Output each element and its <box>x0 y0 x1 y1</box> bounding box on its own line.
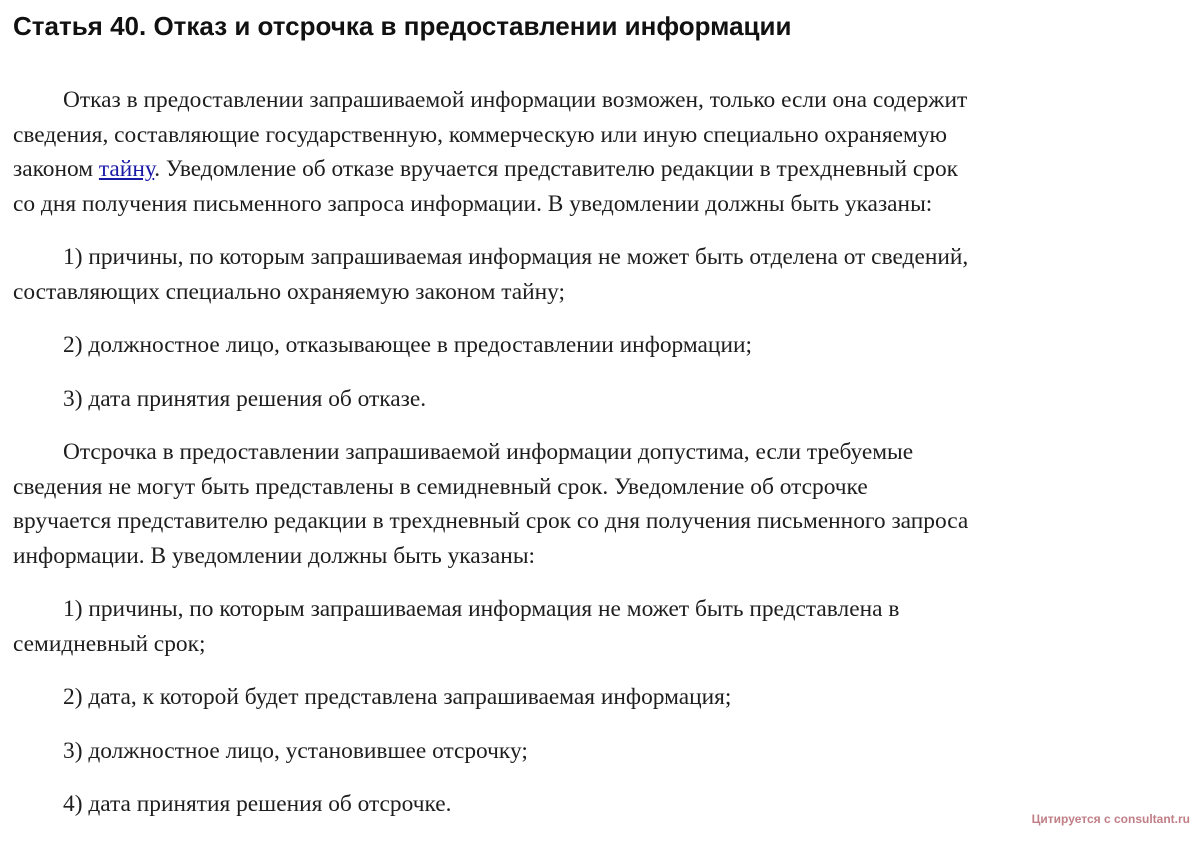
refusal-item-3 <box>13 382 1193 417</box>
article-body <box>13 83 1193 841</box>
text-line: 4) дата принятия решения об отсрочке. <box>63 791 452 817</box>
text-line: семидневный срок; <box>13 630 206 657</box>
text-line: сведения, составляющие государственную, коммерческую или иную специально охраняемую <box>13 121 947 148</box>
text-line: информации. В уведомлении должны быть указаны: <box>13 542 536 569</box>
article-title: Статья 40. Отказ и отсрочка в предоставлении информации <box>13 11 792 41</box>
text-line: со дня получения письменного запроса информации. В уведомлении должны быть указаны: <box>13 190 933 217</box>
text-line: 1) причины, по которым запрашиваемая информация не может быть отделена от сведений, <box>63 244 969 270</box>
text-line <box>13 152 1193 187</box>
text-line: 3) дата принятия решения об отказе. <box>63 385 427 412</box>
deferral-item-3 <box>13 734 1193 769</box>
deferral-item-2 <box>13 680 1193 715</box>
deferral-paragraph <box>13 435 1193 573</box>
secret-link[interactable]: тайну <box>98 156 155 182</box>
source-watermark: Цитируется с consultant.ru <box>1031 812 1190 826</box>
text-line: 2) должностное лицо, отказывающее в предоставлении информации; <box>63 332 752 358</box>
deferral-item-1 <box>13 592 1193 661</box>
text-line: 3) должностное лицо, установившее отсрочку; <box>63 737 528 764</box>
text-line: Отсрочка в предоставлении запрашиваемой информации допустима, если требуемые <box>63 439 914 465</box>
text-line: вручается представителю редакции в трехдневный срок со дня получения письменного запроса <box>13 508 969 534</box>
text-line: сведения не могут быть представлены в семидневный срок. Уведомление об отсрочке <box>13 473 868 500</box>
refusal-paragraph <box>13 83 1193 221</box>
text-line: 1) причины, по которым запрашиваемая информация не может быть представлена в <box>63 596 900 622</box>
text-line: 2) дата, к которой будет представлена запрашиваемая информация; <box>63 684 732 710</box>
text-line: составляющих специально охраняемую законом тайну; <box>13 278 566 305</box>
deferral-item-4 <box>13 787 1193 822</box>
text-line: Отказ в предоставлении запрашиваемой информации возможен, только если она содержит <box>63 87 968 113</box>
text-fragment: . Уведомление об отказе вручается представителю редакции в трехдневный срок <box>154 156 959 182</box>
refusal-item-1 <box>13 240 1193 309</box>
refusal-item-2 <box>13 328 1193 363</box>
text-fragment: законом <box>13 156 99 182</box>
